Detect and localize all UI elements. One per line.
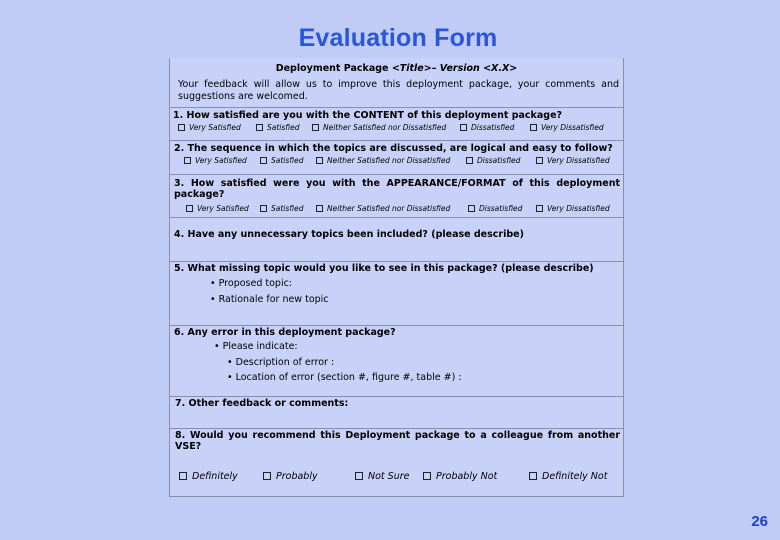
bullet-please-indicate: • Please indicate:: [214, 341, 298, 352]
checkbox-icon: [468, 205, 475, 212]
bullet-proposed-topic: • Proposed topic:: [210, 278, 293, 289]
checkbox-icon: [530, 124, 537, 131]
bullet-location-error: • Location of error (section #, figure #, table #) :: [227, 372, 462, 383]
question-1-text: 1. How satisfied are you with the CONTENT of this deployment package?: [173, 110, 563, 121]
option-dissatisfied[interactable]: [466, 156, 520, 165]
option-label: Neither Satisfied nor Dissatisfied: [327, 204, 451, 213]
option-satisfied[interactable]: [260, 204, 304, 213]
checkbox-icon: [423, 472, 431, 480]
question-4: [170, 218, 623, 262]
page-number: 26: [751, 513, 768, 530]
checkbox-icon: [460, 124, 467, 131]
question-3: [170, 175, 623, 218]
checkbox-icon: [263, 472, 271, 480]
option-label: Definitely Not: [542, 471, 608, 482]
checkbox-icon: [536, 157, 543, 164]
option-label: Probably Not: [436, 471, 498, 482]
option-neither[interactable]: [312, 123, 446, 132]
option-probably[interactable]: [263, 471, 318, 482]
question-7-text: 7. Other feedback or comments:: [175, 398, 349, 409]
option-very-satisfied[interactable]: [178, 123, 241, 132]
option-label: Probably: [276, 471, 318, 482]
option-very-dissatisfied[interactable]: [536, 204, 610, 213]
option-label: Very Dissatisfied: [541, 123, 604, 132]
form-title-dash: –: [431, 63, 440, 74]
question-6: [170, 326, 623, 397]
option-dissatisfied[interactable]: [468, 204, 522, 213]
option-label: Dissatisfied: [479, 204, 523, 213]
checkbox-icon: [536, 205, 543, 212]
form-title: [170, 58, 623, 74]
question-5-bullets: [210, 276, 329, 307]
option-label: Neither Satisfied nor Dissatisfied: [327, 156, 451, 165]
checkbox-icon: [256, 124, 263, 131]
form-title-version: Version <X.X>: [439, 63, 518, 74]
question-8: [170, 429, 623, 496]
option-definitely[interactable]: [179, 471, 238, 482]
option-very-dissatisfied[interactable]: [536, 156, 610, 165]
option-label: Very Satisfied: [197, 204, 249, 213]
slide-title: Evaluation Form: [298, 24, 498, 52]
form-title-prefix: Deployment Package: [275, 63, 392, 74]
option-label: Not Sure: [368, 471, 410, 482]
option-label: Very Satisfied: [195, 156, 247, 165]
checkbox-icon: [529, 472, 537, 480]
option-label: Very Dissatisfied: [547, 204, 610, 213]
question-5: [170, 262, 623, 326]
question-4-text: 4. Have any unnecessary topics been included? (please describe): [174, 229, 524, 240]
option-neither[interactable]: [316, 204, 450, 213]
evaluation-form: [169, 58, 624, 497]
checkbox-icon: [316, 157, 323, 164]
option-very-satisfied[interactable]: [184, 156, 247, 165]
bullet-description-error: • Description of error :: [227, 356, 335, 368]
checkbox-icon: [316, 205, 323, 212]
question-5-text: 5. What missing topic would you like to see in this package? (please describe): [174, 263, 594, 274]
option-label: Dissatisfied: [477, 156, 521, 165]
checkbox-icon: [260, 205, 267, 212]
bullet-rationale: • Rationale for new topic: [210, 293, 329, 305]
question-8-text: 8. Would you recommend this Deployment package to a colleague from another VSE?: [175, 430, 620, 452]
checkbox-icon: [312, 124, 319, 131]
question-6-bullets: [214, 339, 462, 386]
question-3-text: 3. How satisfied were you with the APPEARANCE/FORMAT of this deployment package?: [174, 178, 620, 200]
checkbox-icon: [179, 472, 187, 480]
option-label: Dissatisfied: [471, 123, 515, 132]
option-satisfied[interactable]: [256, 123, 300, 132]
form-intro: Your feedback will allow us to improve this deployment package, your comments and suggestions are welcomed.: [178, 79, 619, 102]
question-6-text: 6. Any error in this deployment package?: [174, 327, 396, 338]
option-label: Satisfied: [271, 204, 304, 213]
option-not-sure[interactable]: [355, 471, 409, 482]
question-1: [170, 108, 623, 141]
checkbox-icon: [466, 157, 473, 164]
checkbox-icon: [355, 472, 363, 480]
option-neither[interactable]: [316, 156, 450, 165]
option-label: Satisfied: [271, 156, 304, 165]
question-7: [170, 397, 623, 429]
checkbox-icon: [184, 157, 191, 164]
question-2-text: 2. The sequence in which the topics are discussed, are logical and easy to follow?: [174, 143, 613, 154]
option-satisfied[interactable]: [260, 156, 304, 165]
question-2: [170, 141, 623, 175]
form-header: [170, 58, 623, 108]
option-very-satisfied[interactable]: [186, 204, 249, 213]
form-title-placeholder: <Title>: [391, 63, 432, 74]
option-probably-not[interactable]: [423, 471, 497, 482]
checkbox-icon: [178, 124, 185, 131]
checkbox-icon: [260, 157, 267, 164]
option-dissatisfied[interactable]: [460, 123, 514, 132]
option-label: Very Dissatisfied: [547, 156, 610, 165]
option-definitely-not[interactable]: [529, 471, 607, 482]
option-very-dissatisfied[interactable]: [530, 123, 604, 132]
option-label: Very Satisfied: [189, 123, 241, 132]
option-label: Definitely: [192, 471, 238, 482]
option-label: Satisfied: [267, 123, 300, 132]
checkbox-icon: [186, 205, 193, 212]
option-label: Neither Satisfied nor Dissatisfied: [323, 123, 447, 132]
